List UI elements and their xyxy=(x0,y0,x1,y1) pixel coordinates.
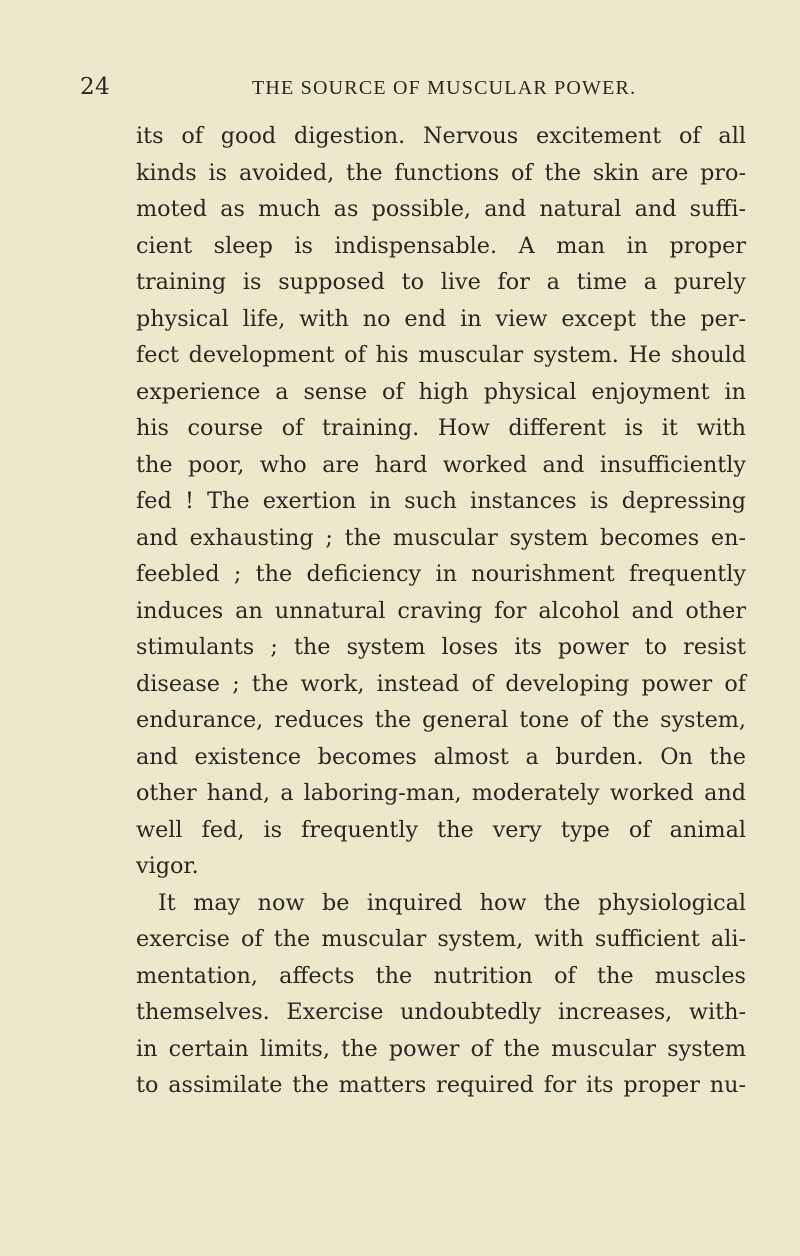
text-line: vigor. xyxy=(136,853,199,879)
text-line: disease ; the work, instead of developing power of xyxy=(136,670,746,697)
text-line: induces an unnatural craving for alcohol and other xyxy=(136,597,746,624)
text-line: in certain limits, the power of the muscular system xyxy=(136,1035,746,1062)
text-line: and existence becomes almost a burden. On the xyxy=(136,743,746,770)
running-head xyxy=(80,74,740,104)
text-line: fed ! The exertion in such instances is depressing xyxy=(136,488,746,514)
text-line: It may now be inquired how the physiological xyxy=(158,889,746,916)
text-line: to assimilate the matters required for its proper nu- xyxy=(136,1072,746,1098)
text-line: other hand, a laboring-man, moderately worked and xyxy=(136,780,746,806)
page-number: 24 xyxy=(80,74,111,100)
text-line: training is supposed to live for a time a purely xyxy=(136,269,746,295)
text-line: feebled ; the deficiency in nourishment frequently xyxy=(136,561,746,587)
text-line: well fed, is frequently the very type of animal xyxy=(136,816,746,843)
text-line: its of good digestion. Nervous excitement of all xyxy=(136,123,746,149)
running-title: THE SOURCE OF MUSCULAR POWER. xyxy=(252,77,637,99)
text-line: his course of training. How different is it with xyxy=(136,415,746,441)
text-line: exercise of the muscular system, with sufficient ali- xyxy=(136,926,746,952)
text-line: themselves. Exercise undoubtedly increases, with- xyxy=(136,999,746,1025)
body-text xyxy=(136,118,746,1104)
text-line: endurance, reduces the general tone of the system, xyxy=(136,707,746,733)
text-line: the poor, who are hard worked and insufficiently xyxy=(136,451,746,478)
text-line: fect development of his muscular system. He should xyxy=(136,342,746,368)
text-line: kinds is avoided, the functions of the skin are pro- xyxy=(136,159,746,186)
text-line: cient sleep is indispensable. A man in proper xyxy=(136,232,746,259)
text-line: moted as much as possible, and natural and suffi- xyxy=(136,196,746,222)
text-line: experience a sense of high physical enjoyment in xyxy=(136,378,746,405)
text-line: physical life, with no end in view except the per- xyxy=(136,305,746,332)
text-line: and exhausting ; the muscular system becomes en- xyxy=(136,524,746,551)
text-line: stimulants ; the system loses its power to resist xyxy=(136,634,746,660)
text-line: mentation, affects the nutrition of the muscles xyxy=(136,962,746,989)
